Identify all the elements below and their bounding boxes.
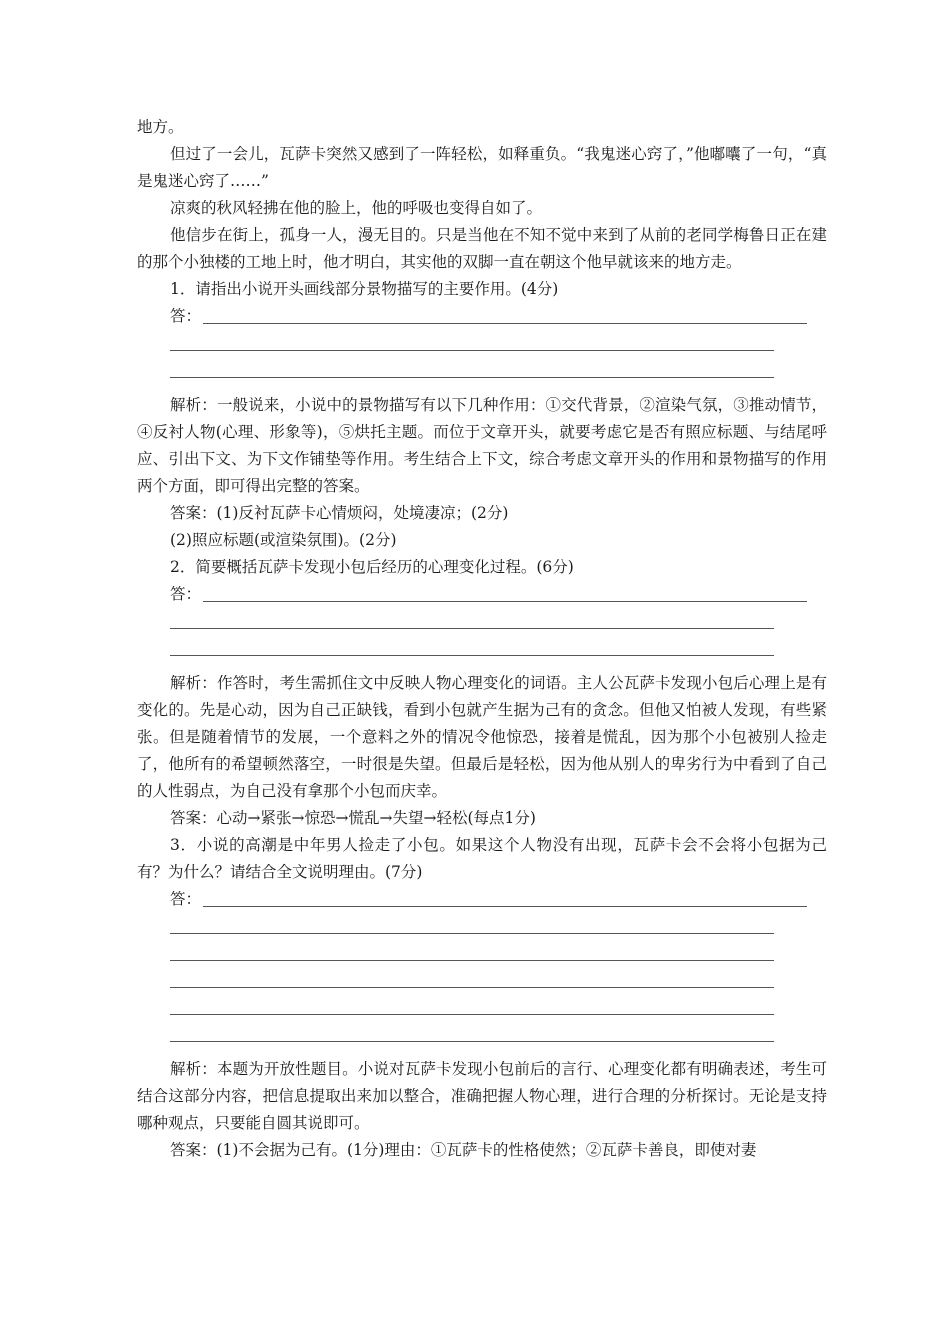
answer-area-3: [137, 886, 827, 1048]
answer-1-part-2: (2)照应标题(或渲染氛围)。(2分): [170, 531, 397, 549]
analysis-2: 解析：作答时，考生需抓住文中反映人物心理变化的词语。主人公瓦萨卡发现小包后心理上是有变化的。先是心动，因为自己正缺钱，看到小包就产生据为己有的贪念。但他又怕被人发现，有些紧张。但是随着情节的发展，一个意料之外的情况令他惊恐，接着是慌乱，因为那个小包被别人捡走了，他所有的希望顿然落空，一时很是失望。但最后是轻松，因为他从别人的卑劣行为中看到了自己的人性弱点，为自己没有拿那个小包而庆幸。: [137, 674, 827, 800]
answer-label: 答：: [170, 307, 202, 325]
story-paragraph: 他信步在街上，孤身一人，漫无目的。只是当他在不知不觉中来到了从前的老同学梅鲁日正在建的那个小独楼的工地上时，他才明白，其实他的双脚一直在朝这个他早就该来的地方走。: [137, 226, 827, 271]
answer-line[interactable]: [170, 960, 774, 961]
answer-line[interactable]: [170, 933, 774, 934]
story-paragraph: 凉爽的秋风轻拂在他的脸上，他的呼吸也变得自如了。: [170, 199, 543, 217]
analysis-3: 解析：本题为开放性题目。小说对瓦萨卡发现小包前后的言行、心理变化都有明确表述，考生可结合这部分内容，把信息提取出来加以整合，准确把握人物心理，进行合理的分析探讨。无论是支持哪种观点，只要能自圆其说即可。: [137, 1060, 827, 1132]
answer-3: 答案：(1)不会据为己有。(1分)理由：①瓦萨卡的性格使然；②瓦萨卡善良，即使对妻: [170, 1141, 757, 1159]
answer-label: 答：: [170, 585, 202, 603]
answer-1-part-1: 答案：(1)反衬瓦萨卡心情烦闷，处境凄凉；(2分): [170, 504, 509, 522]
answer-line[interactable]: [170, 1014, 774, 1015]
answer-label: 答：: [170, 890, 202, 908]
answer-2: 答案：心动→紧张→惊恐→慌乱→失望→轻松(每点1分): [170, 809, 536, 827]
answer-area-1: [137, 303, 827, 384]
answer-line[interactable]: [170, 350, 774, 351]
question-3: 3．小说的高潮是中年男人捡走了小包。如果这个人物没有出现，瓦萨卡会不会将小包据为己有？为什么？请结合全文说明理由。(7分): [137, 836, 827, 881]
answer-line[interactable]: [203, 323, 807, 324]
question-2: 2．简要概括瓦萨卡发现小包后经历的心理变化过程。(6分): [170, 558, 574, 576]
answer-line[interactable]: [170, 377, 774, 378]
answer-line[interactable]: [203, 906, 807, 907]
answer-line[interactable]: [203, 601, 807, 602]
analysis-1: 解析：一般说来，小说中的景物描写有以下几种作用：①交代背景，②渲染气氛，③推动情节，④反衬人物(心理、形象等)，⑤烘托主题。而位于文章开头，就要考虑它是否有照应标题、与结尾呼应、引出下文、为下文作铺垫等作用。考生结合上下文，综合考虑文章开头的作用和景物描写的作用两个方面，即可得出完整的答案。: [137, 396, 827, 495]
question-1: 1．请指出小说开头画线部分景物描写的主要作用。(4分): [170, 280, 559, 298]
story-paragraph: 地方。: [137, 118, 184, 136]
answer-line[interactable]: [170, 628, 774, 629]
answer-line[interactable]: [170, 987, 774, 988]
document-page: [137, 114, 827, 1164]
answer-line[interactable]: [170, 1041, 774, 1042]
answer-area-2: [137, 581, 827, 662]
story-paragraph: 但过了一会儿，瓦萨卡突然又感到了一阵轻松，如释重负。“我鬼迷心窍了，”他嘟囔了一句，“真是鬼迷心窍了……”: [137, 145, 827, 190]
answer-line[interactable]: [170, 655, 774, 656]
